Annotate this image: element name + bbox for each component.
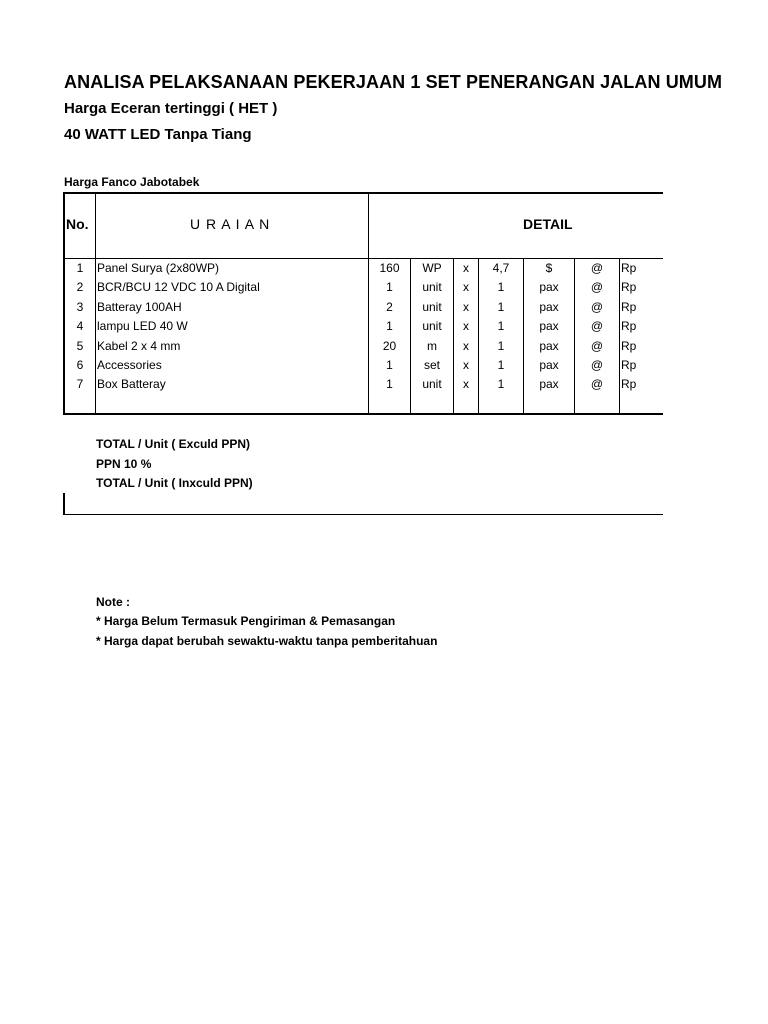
row-unit: set (423, 358, 440, 372)
row-multiply: x (463, 280, 469, 295)
row-pack: pax (539, 377, 559, 392)
row-multiply: x (463, 299, 469, 314)
row-pack: pax (539, 299, 559, 314)
totals-left-border (63, 493, 65, 514)
row-factor: 1 (497, 280, 505, 295)
row-description: Batteray 100AH (97, 299, 182, 314)
document-subtitle-het: Harga Eceran tertinggi ( HET ) (64, 100, 278, 117)
row-at: @ (590, 261, 604, 275)
row-currency: Rp (621, 261, 637, 275)
header-uraian: U R A I A N (190, 216, 271, 232)
row-number: 7 (76, 377, 84, 392)
row-multiply: x (463, 338, 469, 353)
row-currency: Rp (621, 319, 637, 334)
row-pack: pax (539, 319, 559, 334)
row-at: @ (590, 338, 604, 353)
row-unit: unit (422, 299, 442, 314)
row-number: 1 (76, 261, 84, 275)
document-title: ANALISA PELAKSANAAN PEKERJAAN 1 SET PENERANGAN JALAN UMUM (64, 72, 723, 92)
row-number: 5 (76, 338, 84, 353)
row-unit: WP (422, 261, 442, 275)
row-pack: $ (545, 261, 553, 275)
row-number: 6 (76, 358, 84, 372)
row-description: Kabel 2 x 4 mm (97, 338, 181, 353)
row-number: 2 (76, 280, 84, 295)
row-unit: unit (422, 280, 442, 295)
header-no: No. (66, 216, 89, 232)
row-multiply: x (463, 261, 469, 275)
row-at: @ (590, 319, 604, 334)
row-factor: 1 (497, 377, 505, 392)
note-item-price-change: * Harga dapat berubah sewaktu-waktu tanpa pemberitahuan (96, 634, 438, 648)
row-factor: 4,7 (492, 261, 510, 275)
row-multiply: x (463, 319, 469, 334)
row-quantity: 20 (382, 338, 397, 353)
price-source-label: Harga Fanco Jabotabek (64, 175, 200, 189)
row-description: Accessories (97, 358, 162, 372)
row-pack: pax (539, 338, 559, 353)
row-unit: unit (422, 377, 442, 392)
row-at: @ (590, 299, 604, 314)
col-divider-at (619, 259, 620, 415)
row-multiply: x (463, 377, 469, 392)
table-top-border (63, 192, 663, 194)
row-number: 3 (76, 299, 84, 314)
row-quantity: 160 (379, 261, 400, 275)
row-multiply: x (463, 358, 469, 372)
row-currency: Rp (621, 338, 637, 353)
row-at: @ (590, 280, 604, 295)
row-currency: Rp (621, 280, 637, 295)
ppn-label: PPN 10 % (96, 457, 152, 471)
row-factor: 1 (497, 338, 505, 353)
row-currency: Rp (621, 299, 637, 314)
row-unit: m (427, 338, 437, 353)
row-at: @ (590, 377, 604, 392)
row-description: Panel Surya (2x80WP) (97, 261, 220, 275)
row-at: @ (590, 358, 604, 372)
row-description: BCR/BCU 12 VDC 10 A Digital (97, 280, 260, 295)
total-include-ppn-label: TOTAL / Unit ( Inxculd PPN) (96, 476, 253, 490)
col-divider-no (95, 192, 96, 415)
header-detail: DETAIL (523, 216, 573, 232)
row-factor: 1 (497, 358, 505, 372)
row-currency: Rp (621, 358, 637, 372)
row-description: lampu LED 40 W (97, 319, 188, 334)
row-quantity: 1 (386, 319, 393, 334)
row-quantity: 1 (386, 377, 393, 392)
note-heading: Note : (96, 595, 130, 609)
totals-bottom-border (63, 514, 663, 515)
row-factor: 1 (497, 299, 505, 314)
row-factor: 1 (497, 319, 505, 334)
row-currency: Rp (621, 377, 637, 392)
table-header-bottom-border (63, 258, 663, 259)
row-quantity: 1 (386, 358, 393, 372)
row-pack: pax (539, 358, 559, 372)
row-number: 4 (76, 319, 84, 334)
row-quantity: 1 (386, 280, 393, 295)
row-unit: unit (422, 319, 442, 334)
row-quantity: 2 (386, 299, 393, 314)
row-pack: pax (539, 280, 559, 295)
table-bottom-border (63, 413, 663, 415)
note-item-shipping: * Harga Belum Termasuk Pengiriman & Pemasangan (96, 614, 396, 628)
document-subtitle-product: 40 WATT LED Tanpa Tiang (64, 126, 252, 143)
row-description: Box Batteray (97, 377, 166, 392)
total-exclude-ppn-label: TOTAL / Unit ( Exculd PPN) (96, 437, 251, 451)
